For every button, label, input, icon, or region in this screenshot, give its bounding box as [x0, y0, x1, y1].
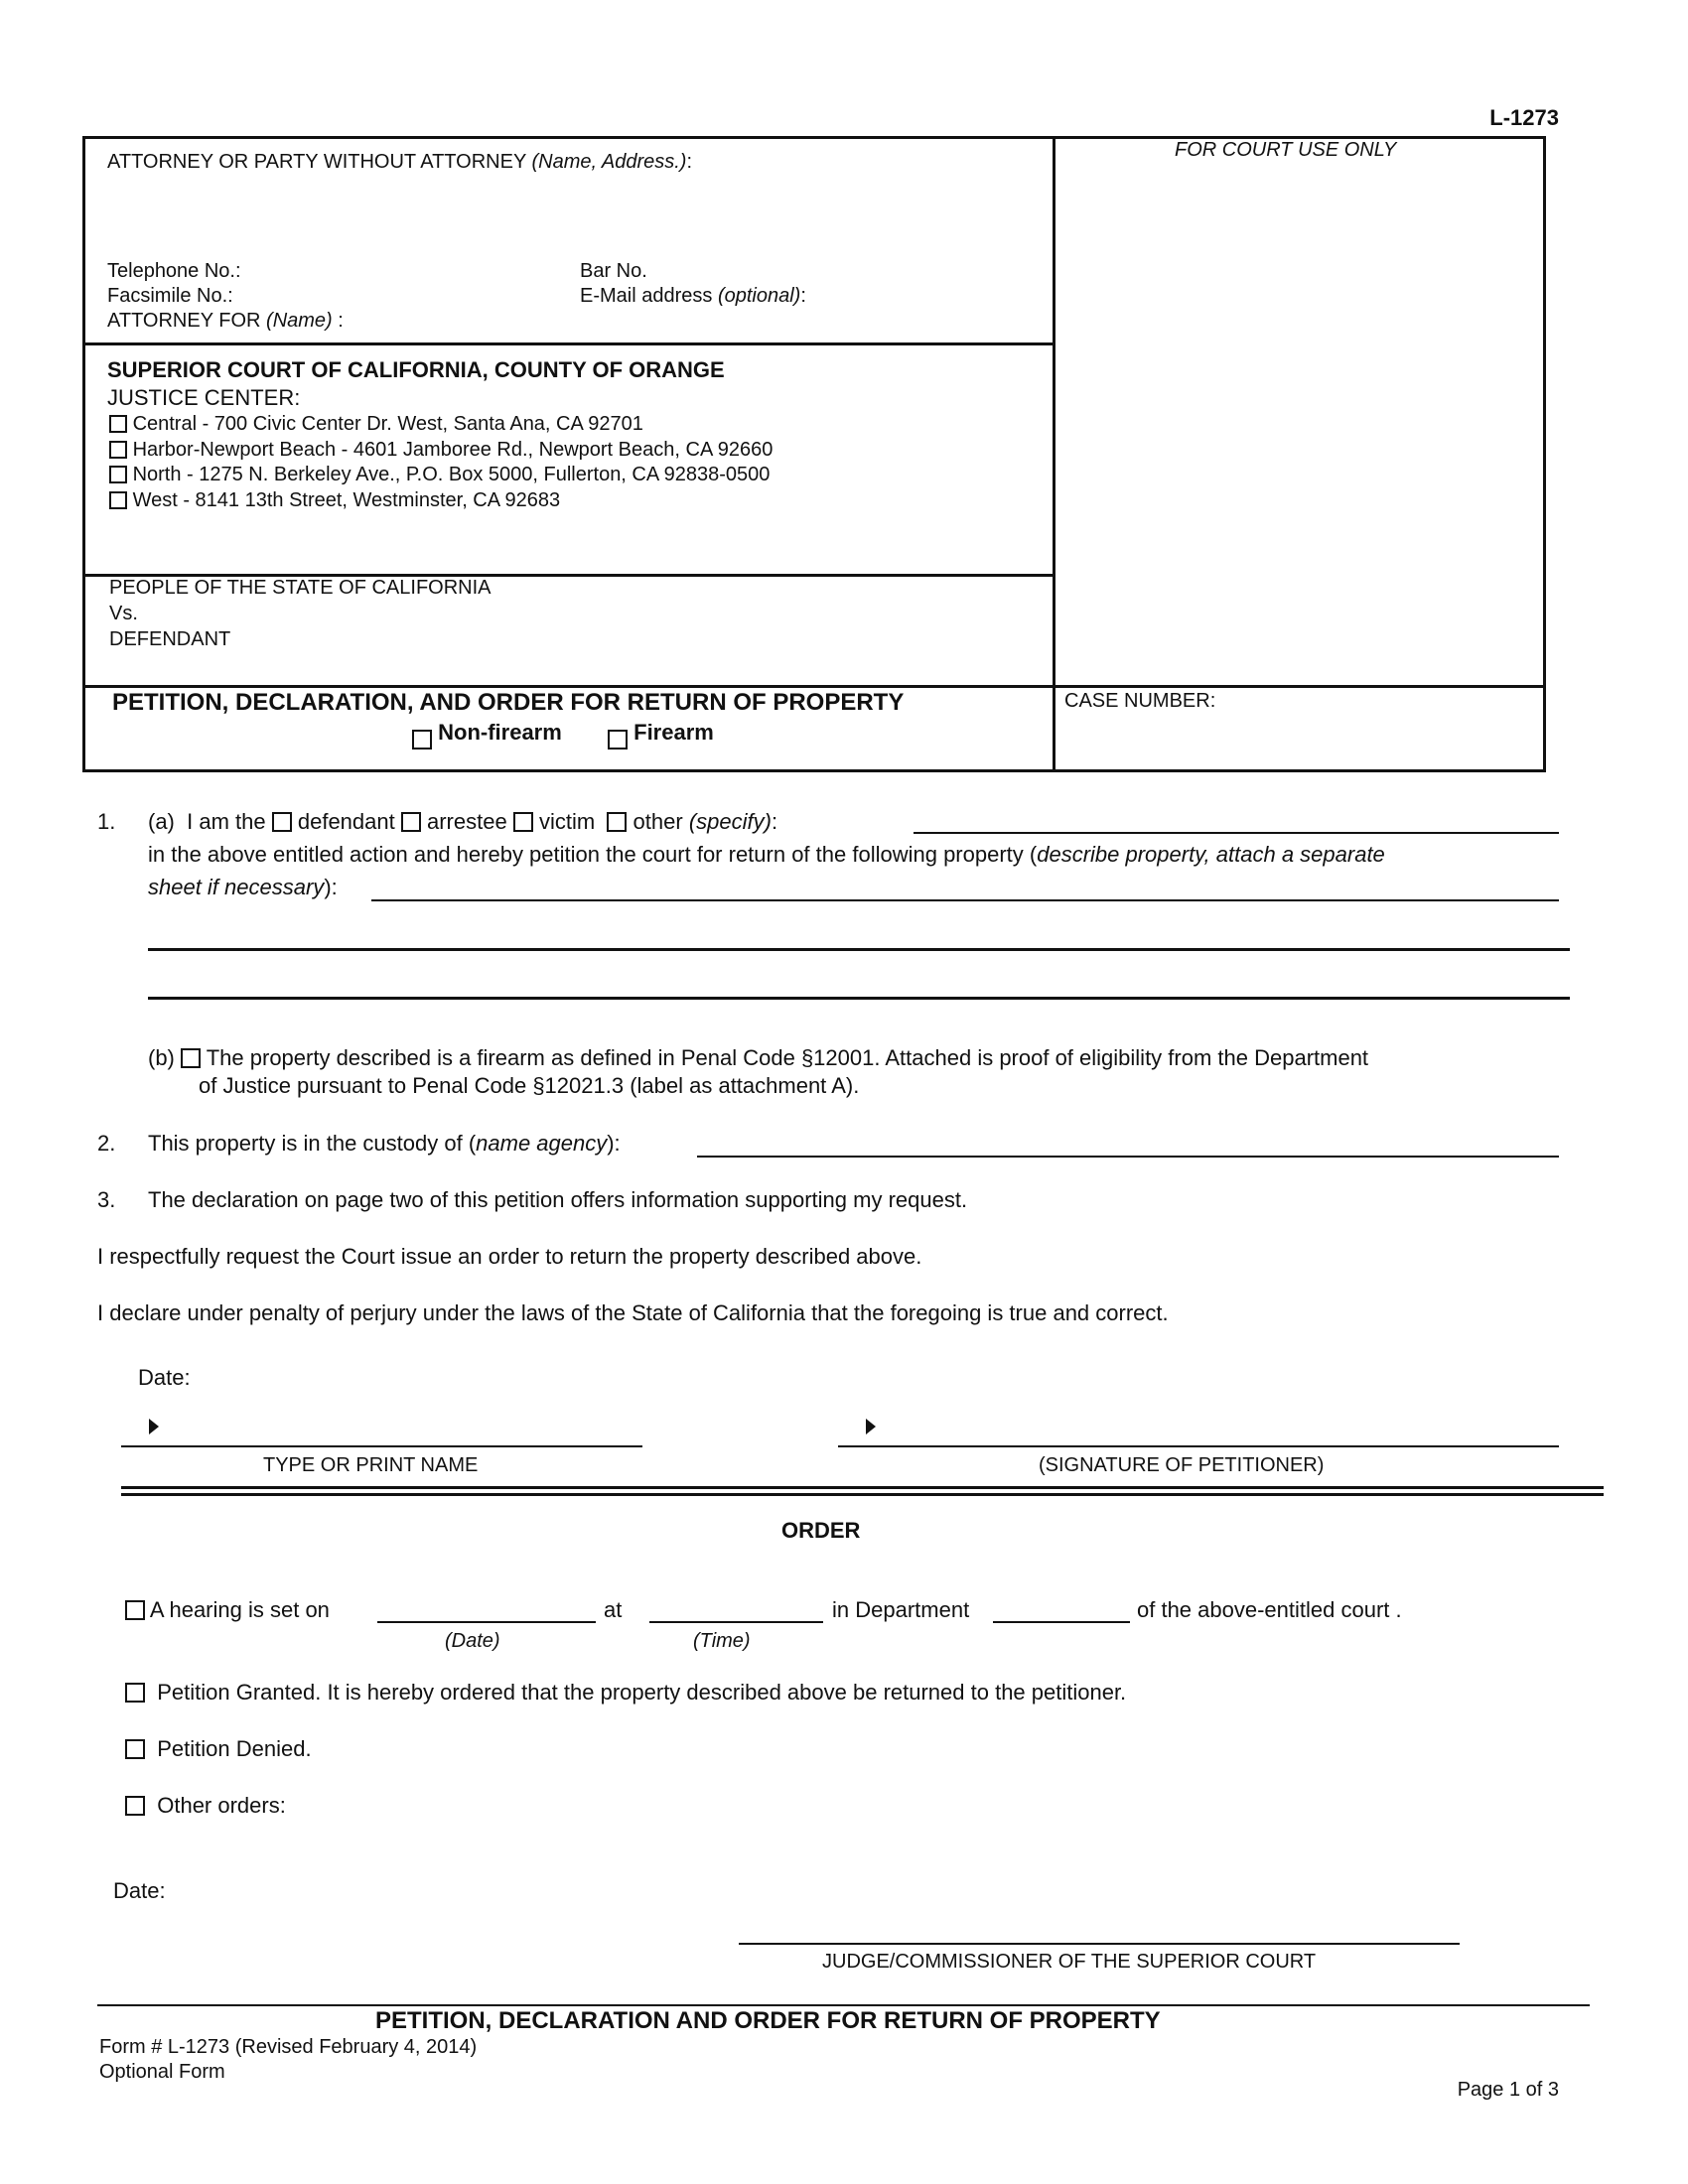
checkbox-denied[interactable]	[125, 1739, 145, 1759]
section1-line2: in the above entitled action and hereby petition the court for return of the following property (describe property, attach a separate	[148, 842, 1385, 867]
section3-text: The declaration on page two of this petition offers information supporting my request.	[148, 1187, 968, 1212]
hearing-dept-label: in Department	[832, 1597, 970, 1622]
section1b-line1: (b) The property described is a firearm as defined in Penal Code §12001. Attached is proof of eligibility from the Department	[148, 1045, 1369, 1070]
double-rule-top	[121, 1486, 1604, 1489]
footer-optional: Optional Form	[99, 2061, 225, 2083]
hearing-at-label: at	[604, 1597, 623, 1622]
people-label: PEOPLE OF THE STATE OF CALIFORNIA	[109, 577, 492, 599]
section1-num: 1.	[97, 809, 116, 834]
signature-petitioner-label: (SIGNATURE OF PETITIONER)	[1039, 1454, 1325, 1476]
facsimile-label: Facsimile No.:	[107, 285, 233, 307]
checkbox-harbor[interactable]	[109, 441, 127, 459]
signature-arrow-icon	[866, 1419, 876, 1439]
non-firearm-option: Non-firearm	[412, 720, 562, 750]
checkbox-central[interactable]	[109, 415, 127, 433]
hearing-department-field[interactable]	[993, 1621, 1130, 1623]
section1-line1: (a) I am the defendant arrestee victim other (specify):	[148, 809, 778, 834]
declare-text: I declare under penalty of perjury under the laws of the State of California that the foregoing is true and correct.	[97, 1300, 1169, 1325]
petition-granted: Petition Granted. It is hereby ordered that the property described above be returned to the petitioner.	[125, 1680, 1126, 1706]
center-harbor: Harbor-Newport Beach - 4601 Jamboree Rd., Newport Beach, CA 92660	[109, 439, 773, 462]
order-heading: ORDER	[781, 1518, 861, 1543]
hearing-line: A hearing is set on	[125, 1597, 330, 1623]
caption-divider-1	[82, 342, 1053, 345]
justice-center-label: JUSTICE CENTER:	[107, 385, 301, 410]
hearing-time-field[interactable]	[649, 1621, 823, 1623]
section1-line3: sheet if necessary):	[148, 875, 338, 899]
hearing-end-label: of the above-entitled court .	[1137, 1597, 1402, 1622]
attorney-for-label: ATTORNEY FOR (Name) :	[107, 310, 344, 332]
checkbox-other-orders[interactable]	[125, 1796, 145, 1816]
petition-title: PETITION, DECLARATION, AND ORDER FOR RETURN OF PROPERTY	[112, 689, 905, 716]
petition-denied: Petition Denied.	[125, 1736, 312, 1762]
section2-num: 2.	[97, 1131, 116, 1156]
page-number: Page 1 of 3	[1457, 2079, 1559, 2101]
footer-title: PETITION, DECLARATION AND ORDER FOR RETURN OF PROPERTY	[375, 2007, 1161, 2034]
checkbox-arrestee[interactable]	[401, 812, 421, 832]
telephone-label: Telephone No.:	[107, 260, 241, 282]
custody-agency-field[interactable]	[697, 1156, 1559, 1158]
checkbox-firearm-proof[interactable]	[181, 1048, 201, 1068]
checkbox-defendant[interactable]	[272, 812, 292, 832]
center-west: West - 8141 13th Street, Westminster, CA 92683	[109, 489, 560, 512]
bar-no-label: Bar No.	[580, 260, 647, 282]
petition-date-label: Date:	[138, 1365, 191, 1390]
double-rule-bottom	[121, 1493, 1604, 1496]
checkbox-firearm[interactable]	[608, 730, 628, 750]
checkbox-victim[interactable]	[513, 812, 533, 832]
section3-num: 3.	[97, 1187, 116, 1212]
firearm-option: Firearm	[608, 720, 714, 750]
attorney-label: ATTORNEY OR PARTY WITHOUT ATTORNEY (Name, Address.):	[107, 151, 693, 173]
email-label: E-Mail address (optional):	[580, 285, 806, 307]
checkbox-granted[interactable]	[125, 1683, 145, 1703]
order-date-label: Date:	[113, 1878, 166, 1903]
defendant-label: DEFENDANT	[109, 628, 231, 650]
section1b-line2: of Justice pursuant to Penal Code §12021.3 (label as attachment A).	[199, 1073, 860, 1098]
hearing-date-field[interactable]	[377, 1621, 596, 1623]
checkbox-north[interactable]	[109, 466, 127, 483]
request-text: I respectfully request the Court issue an order to return the property described above.	[97, 1244, 922, 1269]
property-description-field-1[interactable]	[371, 899, 1559, 901]
judge-label: JUDGE/COMMISSIONER OF THE SUPERIOR COURT	[822, 1951, 1317, 1973]
petitioner-signature-field[interactable]	[838, 1445, 1559, 1447]
vs-label: Vs.	[109, 603, 138, 624]
footer-rule	[97, 2004, 1590, 2006]
caption-divider-3	[82, 685, 1546, 688]
form-id: L-1273	[1489, 105, 1559, 130]
checkbox-other[interactable]	[607, 812, 627, 832]
court-use-only: FOR COURT USE ONLY	[1175, 139, 1397, 161]
name-arrow-icon	[149, 1419, 159, 1439]
print-name-field[interactable]	[121, 1445, 642, 1447]
checkbox-west[interactable]	[109, 491, 127, 509]
other-specify-field[interactable]	[914, 832, 1559, 834]
time-caption: (Time)	[693, 1630, 751, 1652]
date-caption: (Date)	[445, 1630, 500, 1652]
case-number-label: CASE NUMBER:	[1064, 690, 1216, 712]
property-description-field-2[interactable]	[148, 948, 1570, 951]
center-north: North - 1275 N. Berkeley Ave., P.O. Box 5000, Fullerton, CA 92838-0500	[109, 464, 770, 486]
checkbox-hearing[interactable]	[125, 1600, 145, 1620]
type-print-name-label: TYPE OR PRINT NAME	[263, 1454, 479, 1476]
footer-form-no: Form # L-1273 (Revised February 4, 2014)	[99, 2036, 478, 2058]
center-central: Central - 700 Civic Center Dr. West, Santa Ana, CA 92701	[109, 413, 643, 436]
court-name: SUPERIOR COURT OF CALIFORNIA, COUNTY OF ORANGE	[107, 357, 725, 382]
other-orders: Other orders:	[125, 1793, 286, 1819]
judge-signature-field[interactable]	[739, 1943, 1460, 1945]
section2-text: This property is in the custody of (name agency):	[148, 1131, 621, 1156]
caption-divider-vertical	[1053, 136, 1055, 772]
property-description-field-3[interactable]	[148, 997, 1570, 1000]
checkbox-non-firearm[interactable]	[412, 730, 432, 750]
